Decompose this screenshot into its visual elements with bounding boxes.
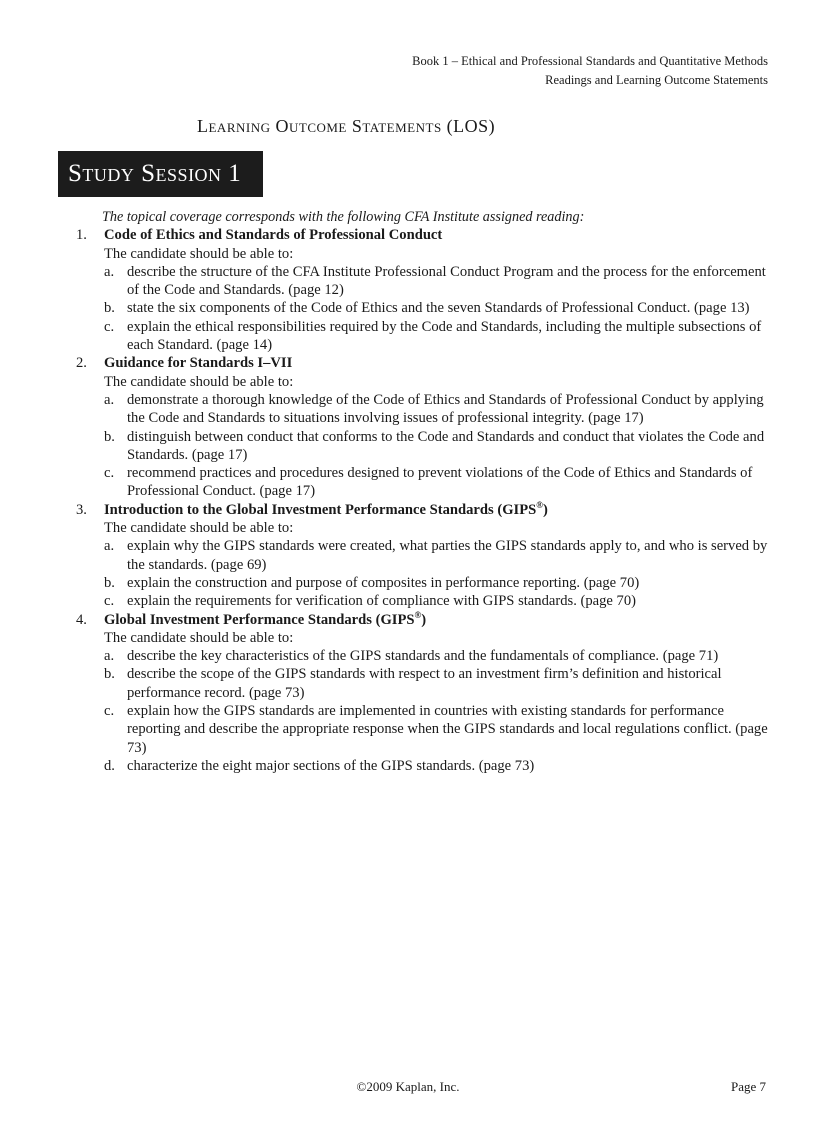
los-letter: c. bbox=[104, 465, 115, 482]
los-item bbox=[104, 757, 778, 775]
los-item bbox=[104, 428, 778, 465]
los-item bbox=[104, 665, 778, 702]
registered-mark: ® bbox=[414, 609, 422, 620]
los-text: explain why the GIPS standards were created, what parties the GIPS standards apply to, and who is served by the standards. (page 69) bbox=[127, 538, 768, 573]
los-letter: b. bbox=[104, 574, 115, 591]
los-text: describe the key characteristics of the GIPS standards and the fundamentals of compliance. (page 71) bbox=[127, 648, 719, 665]
los-letter: c. bbox=[104, 593, 115, 610]
los-text: state the six components of the Code of Ethics and the seven Standards of Professional Conduct. (page 13) bbox=[127, 300, 750, 317]
los-text: describe the structure of the CFA Institute Professional Conduct Program and the process for the enforcement of the Code and Standards. (page 12) bbox=[127, 263, 766, 299]
reading-title: Code of Ethics and Standards of Professional Conduct bbox=[104, 227, 443, 244]
los-item bbox=[104, 318, 778, 355]
registered-mark: ® bbox=[536, 499, 544, 510]
los-text: explain the ethical responsibilities required by the Code and Standards, including the multiple subsections of each Standard. (page 14) bbox=[127, 318, 762, 354]
page-title: Learning Outcome Statements (LOS) bbox=[197, 116, 496, 136]
reading-title: Introduction to the Global Investment Performance Standards (GIPS®) bbox=[104, 499, 548, 518]
los-text: explain the construction and purpose of composites in performance reporting. (page 70) bbox=[127, 574, 640, 591]
los-item bbox=[104, 299, 778, 317]
running-header bbox=[412, 52, 768, 90]
los-text: characterize the eight major sections of the GIPS standards. (page 73) bbox=[127, 757, 535, 774]
intro-text: The topical coverage corresponds with the following CFA Institute assigned reading: bbox=[102, 209, 585, 225]
los-text: distinguish between conduct that conforms to the Code and Standards and conduct that violates the Code and Standards. (page 17) bbox=[127, 428, 765, 463]
reading-number: 4. bbox=[76, 611, 87, 628]
reading-2 bbox=[58, 354, 778, 500]
los-content bbox=[58, 208, 778, 775]
los-letter: b. bbox=[104, 666, 115, 683]
los-letter: b. bbox=[104, 428, 115, 445]
los-letter: a. bbox=[104, 391, 115, 408]
los-item bbox=[104, 263, 778, 300]
page-number: Page 7 bbox=[730, 1079, 766, 1094]
running-header-line-2: Readings and Learning Outcome Statements bbox=[545, 73, 768, 87]
los-item bbox=[104, 464, 778, 501]
los-text: explain the requirements for verification of compliance with GIPS standards. (page 70) bbox=[127, 593, 636, 610]
los-letter: d. bbox=[104, 757, 115, 774]
reading-number: 1. bbox=[76, 227, 87, 244]
los-item bbox=[104, 537, 778, 574]
los-item bbox=[104, 702, 778, 757]
reading-4 bbox=[58, 611, 778, 776]
study-session-banner: Study Session 1 bbox=[58, 151, 263, 197]
reading-number: 3. bbox=[76, 501, 87, 518]
los-letter: a. bbox=[104, 538, 115, 555]
los-item bbox=[104, 592, 778, 610]
los-text: explain how the GIPS standards are implemented in countries with existing standards for performance reporting and describe the appropriate response when the GIPS standards and local regulations conflict. (page 73) bbox=[127, 703, 768, 756]
reading-title: Global Investment Performance Standards (GIPS®) bbox=[104, 609, 427, 628]
reading-number: 2. bbox=[76, 355, 87, 372]
candidate-line: The candidate should be able to: bbox=[104, 520, 294, 537]
reading-3 bbox=[58, 501, 778, 611]
los-text: recommend practices and procedures designed to prevent violations of the Code of Ethics and Standards of Professional Conduct. (page 17) bbox=[127, 465, 753, 500]
candidate-line: The candidate should be able to: bbox=[104, 373, 294, 390]
los-text: describe the scope of the GIPS standards with respect to an investment firm’s definition and historical performance record. (page 73) bbox=[127, 666, 722, 701]
candidate-line: The candidate should be able to: bbox=[104, 245, 294, 262]
los-text: demonstrate a thorough knowledge of the Code of Ethics and Standards of Professional Conduct by applying the Code and Standards to situations involving issues of professional integrity. (page 17) bbox=[127, 391, 764, 427]
los-item bbox=[104, 391, 778, 428]
los-letter: b. bbox=[104, 300, 115, 317]
los-letter: a. bbox=[104, 263, 115, 280]
los-letter: a. bbox=[104, 648, 115, 665]
los-item bbox=[104, 574, 778, 592]
footer-copyright: ©2009 Kaplan, Inc. bbox=[356, 1079, 460, 1094]
los-item bbox=[104, 647, 778, 665]
reading-title: Guidance for Standards I–VII bbox=[104, 355, 293, 372]
los-letter: c. bbox=[104, 318, 115, 335]
reading-1 bbox=[58, 226, 778, 354]
running-header-line-1: Book 1 – Ethical and Professional Standards and Quantitative Methods bbox=[412, 54, 768, 68]
candidate-line: The candidate should be able to: bbox=[104, 629, 294, 646]
los-letter: c. bbox=[104, 703, 115, 720]
